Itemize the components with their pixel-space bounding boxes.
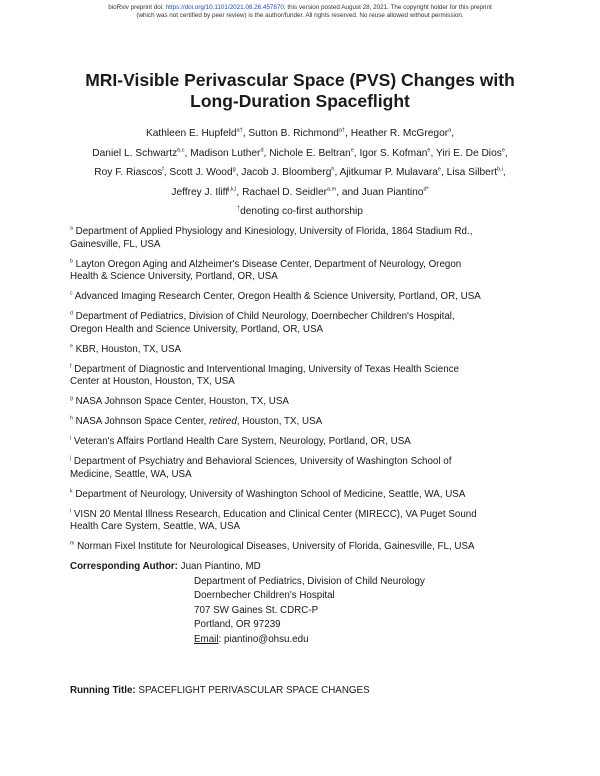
author-affiliation-marker: b,i: [497, 166, 503, 173]
author-name: Sutton B. Richmond: [248, 128, 339, 139]
address-line: 707 SW Gaines St. CDRC-P: [194, 604, 319, 616]
affiliation-list: [70, 226, 540, 561]
preprint-header-line2: (which was not certified by peer review) is the author/funder. All rights reserved. No reuse allowed without permission.: [136, 12, 464, 19]
author-affiliation-marker: b,c: [177, 147, 185, 154]
affiliation-text: Department of Pediatrics, Division of Child Neurology, Doernbecher Children's Hospital,: [75, 311, 455, 323]
affiliation-continuation: Gainesville, FL, USA: [70, 238, 161, 250]
cofirst-note: [40, 202, 560, 222]
author-name: Juan Piantino: [361, 186, 424, 198]
author-affiliation-marker: j,k,l: [228, 186, 237, 193]
affiliation-marker: g: [70, 396, 73, 403]
author-name: Lisa Silbert: [446, 167, 498, 178]
corresponding-author-address: [70, 575, 540, 648]
author-name: Jacob J. Bloomberg: [241, 167, 332, 178]
affiliation-marker: c: [70, 290, 73, 297]
author-affiliation-marker: h: [331, 166, 335, 173]
affiliation-italic-text: retired: [209, 416, 237, 428]
affiliation-item: [70, 226, 540, 251]
preprint-header-prefix: bioRxiv preprint doi:: [108, 4, 166, 11]
author-separator: ,: [451, 128, 455, 139]
affiliation-text: Department of Psychiatry and Behavioral Sciences, University of Washington School of: [73, 456, 452, 468]
affiliation-item: [70, 541, 540, 554]
affiliation-item: [70, 509, 540, 534]
running-title-label: Running Title:: [70, 685, 136, 696]
affiliation-text: VISN 20 Mental Illness Research, Education and Clinical Center (MIRECC), VA Puget Sound: [73, 508, 477, 520]
affiliation-text: Norman Fixel Institute for Neurological Diseases, University of Florida, Gainesville, FL, USA: [77, 541, 475, 553]
affiliation-text: Advanced Imaging Research Center, Oregon Health & Science University, Portland, OR, USA: [74, 291, 481, 303]
author-affiliation-marker: f: [162, 166, 164, 173]
author-line: [40, 183, 560, 203]
author-separator: ,: [440, 167, 447, 178]
author-affiliation-marker: d: [260, 147, 264, 154]
affiliation-text: Department of Neurology, University of Washington School of Medicine, Seattle, WA, USA: [75, 488, 466, 500]
author-separator: ,: [242, 128, 249, 139]
affiliation-item: [70, 259, 540, 284]
author-affiliation-marker: a†: [338, 127, 346, 134]
cofirst-symbol: †: [237, 205, 241, 212]
email-address[interactable]: piantino@ohsu.edu: [223, 633, 309, 645]
author-affiliation-marker: e: [501, 147, 505, 154]
affiliation-text: KBR, Houston, TX, USA: [75, 343, 182, 355]
author-separator: ,: [236, 186, 243, 198]
affiliation-marker: b: [70, 258, 73, 265]
affiliation-marker: e: [70, 343, 73, 350]
corresponding-author-block: [70, 560, 540, 647]
preprint-header-suffix: ; this version posted August 28, 2021. The copyright holder for this preprint: [283, 4, 492, 11]
author-lines: [40, 124, 560, 202]
author-list: [40, 124, 560, 222]
corresponding-author-name: Juan Piantino, MD: [180, 561, 261, 572]
author-separator: ,: [345, 128, 351, 139]
author-name: Daniel L. Schwartz: [92, 147, 178, 159]
affiliation-continuation: Health Care System, Seattle, WA, USA: [70, 521, 241, 533]
email-line: Email: piantino@ohsu.edu: [194, 633, 309, 645]
affiliation-text: Department of Applied Physiology and Kinesiology, University of Florida, 1864 Stadium Rd.,: [75, 226, 473, 237]
affiliation-text: Veteran's Affairs Portland Health Care System, Neurology, Portland, OR, USA: [73, 436, 411, 448]
author-separator: ,: [184, 147, 191, 159]
address-line: Department of Pediatrics, Division of Child Neurology: [194, 575, 425, 587]
affiliation-marker: k: [70, 488, 73, 495]
affiliation-text-after: , Houston, TX, USA: [236, 416, 323, 428]
author-affiliation-marker: e: [427, 147, 431, 154]
author-separator: ,: [353, 147, 360, 159]
affiliation-marker: h: [70, 416, 73, 422]
author-separator: , and: [336, 186, 362, 198]
running-title-text: SPACEFLIGHT PERIVASCULAR SPACE CHANGES: [138, 685, 370, 696]
author-name: Igor S. Kofman: [359, 147, 428, 159]
address-line: Portland, OR 97239: [194, 619, 281, 630]
affiliation-marker: i: [70, 435, 72, 442]
affiliation-continuation: Oregon Health and Science University, Portland, OR, USA: [70, 323, 324, 335]
affiliation-marker: l: [70, 508, 72, 515]
affiliation-marker: a: [70, 225, 73, 232]
affiliation-text: NASA Johnson Space Center,: [75, 416, 210, 428]
email-label: Email: [194, 633, 219, 645]
author-separator: ,: [502, 167, 506, 178]
author-separator: ,: [163, 167, 170, 178]
title-line-1: MRI-Visible Perivascular Space (PVS) Changes with: [85, 70, 515, 90]
author-name: Nichole E. Beltran: [269, 147, 351, 159]
affiliation-item: [70, 344, 540, 357]
author-separator: ,: [504, 147, 508, 159]
affiliation-item: [70, 456, 540, 481]
corresponding-author-line: [70, 560, 540, 575]
affiliation-marker: d: [70, 310, 73, 317]
author-line: [40, 124, 560, 144]
affiliation-continuation: Medicine, Seattle, WA, USA: [70, 468, 192, 480]
author-affiliation-marker: a: [448, 127, 452, 134]
address-line: Doernbecher Children's Hospital: [194, 590, 335, 601]
affiliation-marker: f: [70, 363, 72, 370]
author-separator: ,: [263, 147, 270, 159]
affiliation-item: [70, 436, 540, 449]
author-name: Madison Luther: [190, 147, 261, 159]
author-affiliation-marker: a†: [236, 127, 243, 134]
affiliation-item: [70, 489, 540, 502]
author-name: Yiri E. De Dios: [435, 147, 502, 159]
corresponding-author-label: Corresponding Author:: [70, 561, 178, 572]
author-affiliation-marker: d*: [423, 186, 429, 193]
affiliation-item: [70, 311, 540, 336]
doi-link[interactable]: https://doi.org/10.1101/2021.08.26.457870: [165, 4, 284, 11]
preprint-header: [40, 4, 560, 20]
author-line: [40, 144, 560, 164]
author-name: Kathleen E. Hupfeld: [145, 128, 237, 139]
author-name: Jeffrey J. Iliff: [171, 186, 229, 198]
affiliation-item: [70, 396, 540, 409]
author-name: Ajitkumar P. Mulavara: [339, 167, 438, 178]
author-name: Rachael D. Seidler: [242, 186, 328, 198]
author-affiliation-marker: g: [232, 166, 236, 173]
affiliation-marker: m: [70, 541, 75, 548]
paper-title: [40, 70, 560, 112]
author-separator: ,: [430, 147, 436, 159]
affiliation-continuation: Health & Science University, Portland, OR, USA: [70, 271, 278, 283]
author-name: Roy F. Riascos: [94, 167, 163, 178]
affiliation-continuation: Center at Houston, Houston, TX, USA: [70, 376, 235, 388]
author-name: Scott J. Wood: [169, 167, 233, 178]
author-line: [40, 163, 560, 183]
affiliation-text: Department of Diagnostic and Interventional Imaging, University of Texas Health Science: [74, 363, 460, 375]
preprint-header-line1: [40, 4, 560, 12]
author-separator: ,: [235, 167, 242, 178]
running-title: [70, 685, 540, 696]
author-affiliation-marker: a,m: [327, 186, 337, 193]
affiliation-item: [70, 364, 540, 389]
affiliation-item: [70, 416, 540, 429]
affiliation-item: [70, 291, 540, 304]
affiliation-marker: j: [70, 455, 72, 462]
author-affiliation-marker: e: [350, 147, 354, 154]
affiliation-text: NASA Johnson Space Center, Houston, TX, USA: [75, 396, 289, 408]
cofirst-note-text: denoting co-first authorship: [240, 206, 363, 217]
author-affiliation-marker: e: [437, 166, 441, 173]
author-name: Heather R. McGregor: [350, 128, 449, 139]
affiliation-text: Layton Oregon Aging and Alzheimer's Disease Center, Department of Neurology, Oregon: [75, 258, 462, 270]
author-separator: ,: [334, 167, 340, 178]
title-line-2: Long-Duration Spaceflight: [190, 91, 410, 111]
